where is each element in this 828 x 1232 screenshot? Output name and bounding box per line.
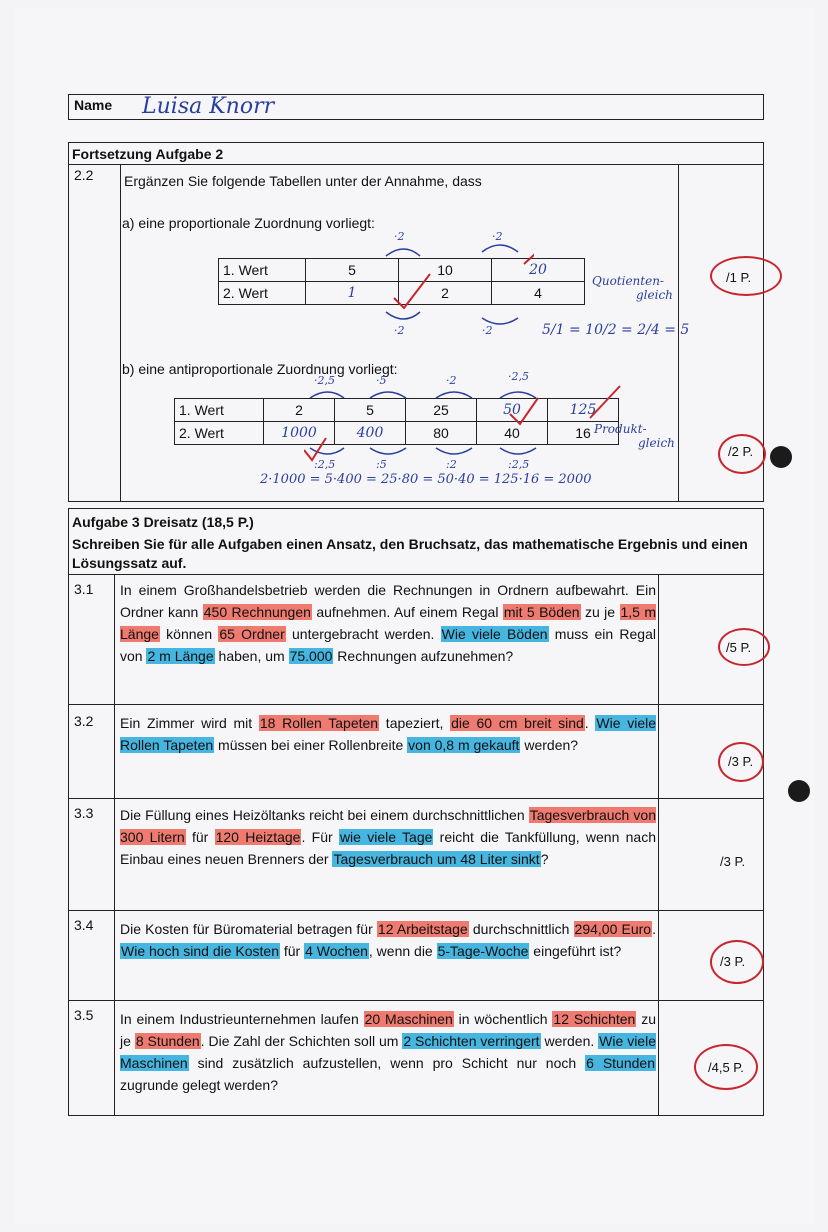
highlight: 65 Ordner bbox=[219, 626, 285, 642]
note-quotient: Quotienten- bbox=[592, 274, 664, 288]
highlight: 12 Arbeitstage bbox=[377, 921, 468, 937]
table-b-cell: 50 bbox=[477, 399, 548, 422]
table-a-row2-label: 2. Wert bbox=[219, 282, 306, 305]
highlight: Tagesverbrauch von 300 Litern bbox=[120, 807, 657, 845]
table-b-cell: 16 bbox=[548, 422, 619, 445]
arrow-label: :2,5 bbox=[314, 458, 336, 471]
highlight: 5-Tage-Woche bbox=[437, 943, 529, 959]
points-circle bbox=[718, 628, 770, 666]
arrow-label: ·2 bbox=[492, 230, 503, 243]
task-3-2-text: Ein Zimmer wird mit 18 Rollen Tapeten tapeziert, die 60 cm breit sind. Wie viele Rollen Tapeten müssen bei einer Rollenbreite von 0,8 m gekauft werden? bbox=[120, 715, 657, 753]
table-b-cell: 125 bbox=[548, 399, 619, 422]
highlight: 450 Rechnungen bbox=[203, 604, 311, 620]
points-circle bbox=[710, 940, 764, 984]
highlight: Tagesverbrauch um 48 Liter sinkt bbox=[333, 851, 540, 867]
table-b-cell: 2 bbox=[264, 399, 335, 422]
points-2b: /2 P. bbox=[728, 444, 754, 459]
points-3-3: /3 P. bbox=[720, 854, 746, 869]
task-number-2-2: 2.2 bbox=[74, 167, 94, 183]
highlight: 6 Stunden bbox=[586, 1055, 655, 1071]
arrow-label: :2 bbox=[446, 458, 457, 471]
table-a-cell: 20 bbox=[492, 259, 585, 282]
arrows-b bbox=[304, 378, 624, 468]
highlight: Wie viele Rollen Tapeten bbox=[120, 715, 657, 753]
points-circle bbox=[694, 1044, 758, 1090]
highlight: Wie viele Böden bbox=[441, 626, 548, 642]
note-product-2: gleich bbox=[638, 436, 675, 450]
worksheet-page bbox=[14, 8, 814, 1224]
table-b-row2-label: 2. Wert bbox=[175, 422, 264, 445]
table-b-cell: 25 bbox=[406, 399, 477, 422]
highlight: wie viele Tage bbox=[339, 829, 433, 845]
arrow-label: ·2,5 bbox=[508, 370, 529, 383]
task-3-1-text: In einem Großhandelsbetrieb werden die Rechnungen in Ordnern aufbewahrt. Ein Ordner kann 450 Rechnungen aufnehmen. Auf einem Regal mit 5 Böden zu je 1,5 m Länge können 65 Ordner untergebracht werden. Wie viele Böden muss ein Regal von 2 m Länge haben, um 75.000 Rechnungen aufzunehmen? bbox=[120, 582, 657, 664]
table-a-cell: 5 bbox=[306, 259, 399, 282]
arrow-label: ·2 bbox=[446, 374, 457, 387]
task-3-4-text: Die Kosten für Büromaterial betragen für 12 Arbeitstage durchschnittlich 294,00 Euro. Wie hoch sind die Kosten für 4 Wochen, wenn die 5-Tage-Woche eingeführt ist? bbox=[120, 921, 656, 959]
highlight: 2 m Länge bbox=[147, 648, 214, 664]
points-circle bbox=[718, 434, 766, 474]
highlight: 12 Schichten bbox=[553, 1011, 636, 1027]
hole-punch bbox=[770, 446, 792, 468]
table-a-cell: 4 bbox=[492, 282, 585, 305]
points-3-5: /4,5 P. bbox=[708, 1060, 744, 1075]
highlight: Wie hoch sind die Kosten bbox=[121, 943, 279, 959]
table-b-cell: 80 bbox=[406, 422, 477, 445]
table-b-cell: 5 bbox=[335, 399, 406, 422]
highlight: 120 Heiztage bbox=[215, 829, 301, 845]
arrow-label: ·2 bbox=[394, 230, 405, 243]
highlight: 18 Rollen Tapeten bbox=[259, 715, 379, 731]
task-number: 3.2 bbox=[74, 713, 94, 729]
table-b-cell: 40 bbox=[477, 422, 548, 445]
points-3-4: /3 P. bbox=[720, 954, 746, 969]
arrow-label: ·2,5 bbox=[314, 374, 335, 387]
highlight: die 60 cm breit sind bbox=[451, 715, 584, 731]
table-b-row1-label: 1. Wert bbox=[175, 399, 264, 422]
task-number: 3.5 bbox=[74, 1007, 94, 1023]
table-a-cell: 1 bbox=[306, 282, 399, 305]
highlight: 4 Wochen bbox=[305, 943, 368, 959]
highlight: 8 Stunden bbox=[135, 1033, 200, 1049]
arrow-label: ·5 bbox=[376, 374, 387, 387]
part-a-label: a) eine proportionale Zuordnung vorliegt: bbox=[122, 215, 375, 231]
highlight: 20 Maschinen bbox=[364, 1011, 453, 1027]
points-circle bbox=[718, 742, 764, 782]
highlight: 1,5 m Länge bbox=[120, 604, 657, 642]
name-handwritten: Luisa Knorr bbox=[142, 94, 275, 119]
table-a-row1-label: 1. Wert bbox=[219, 259, 306, 282]
task-number: 3.4 bbox=[74, 917, 94, 933]
table-a-cell: 10 bbox=[399, 259, 492, 282]
points-circle bbox=[710, 256, 782, 296]
arrow-label: :2,5 bbox=[508, 458, 530, 471]
highlight: Wie viele Maschinen bbox=[120, 1033, 656, 1071]
highlight: von 0,8 m gekauft bbox=[408, 737, 520, 753]
note-quotient-2: gleich bbox=[636, 288, 673, 302]
task3-instruction: Schreiben Sie für alle Aufgaben einen Ansatz, den Bruchsatz, das mathematische Ergebnis und einen Lösungssatz auf. bbox=[72, 536, 748, 571]
highlight: 294,00 Euro bbox=[574, 921, 652, 937]
table-a-cell: 2 bbox=[399, 282, 492, 305]
highlight: 2 Schichten verringert bbox=[403, 1033, 540, 1049]
product-equation: 2·1000 = 5·400 = 25·80 = 50·40 = 125·16 = 2000 bbox=[260, 472, 592, 487]
arrows-a bbox=[374, 234, 534, 334]
task-number: 3.3 bbox=[74, 805, 94, 821]
quotient-equation: 5/1 = 10/2 = 2/4 = 5 bbox=[542, 322, 690, 338]
table-b-cell: 1000 bbox=[264, 422, 335, 445]
table-b-cell: 400 bbox=[335, 422, 406, 445]
points-2a: /1 P. bbox=[726, 270, 752, 285]
name-label: Name bbox=[74, 97, 113, 113]
points-3-1: /5 P. bbox=[726, 640, 752, 655]
highlight: mit 5 Böden bbox=[503, 604, 580, 620]
task-3-3-text: Die Füllung eines Heizöltanks reicht bei einem durchschnittlichen Tagesverbrauch von 300 Litern für 120 Heiztage. Für wie viele Tage reicht die Tankfüllung, wenn nach Einbau eines neuen Brenners der Tagesverbrauch um 48 Liter sinkt? bbox=[120, 807, 657, 867]
task-3-5-text: In einem Industrieunternehmen laufen 20 Maschinen in wöchentlich 12 Schichten zu je 8 Stunden. Die Zahl der Schichten soll um 2 Schichten verringert werden. Wie viele Maschinen sind zusätzlich aufzustellen, wenn pro Schicht nur noch 6 Stunden zugrunde gelegt werden? bbox=[120, 1011, 656, 1093]
task3-title: Aufgabe 3 Dreisatz (18,5 P.) bbox=[72, 514, 254, 530]
arrow-label: :5 bbox=[376, 458, 387, 471]
points-3-2: /3 P. bbox=[728, 754, 754, 769]
task-2-2-instruction: Ergänzen Sie folgende Tabellen unter der Annahme, dass bbox=[124, 173, 482, 189]
highlight: 75.000 bbox=[289, 648, 333, 664]
arrow-label: ·2 bbox=[394, 324, 405, 337]
part-b-label: b) eine antiproportionale Zuordnung vorliegt: bbox=[122, 361, 398, 377]
task-number: 3.1 bbox=[74, 581, 94, 597]
section-title: Fortsetzung Aufgabe 2 bbox=[72, 146, 224, 162]
note-product: Produkt- bbox=[594, 422, 647, 436]
hole-punch bbox=[788, 780, 810, 802]
arrow-label: ·2 bbox=[482, 324, 493, 337]
